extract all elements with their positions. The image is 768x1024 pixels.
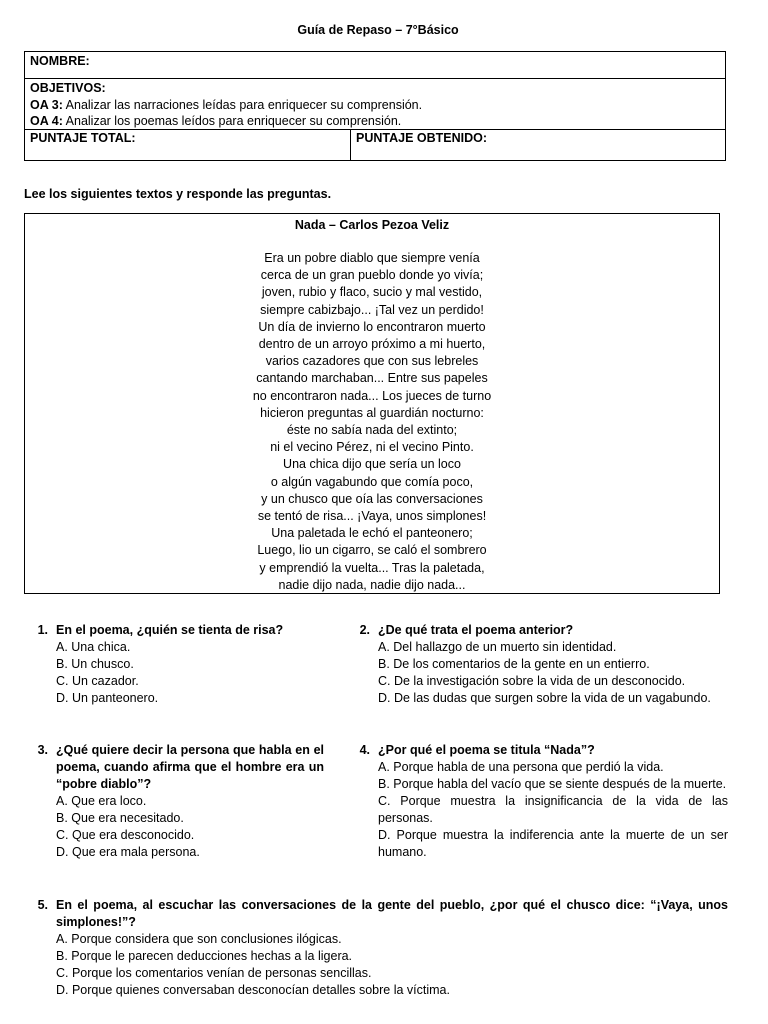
answer-option: B. Porque le parecen deducciones hechas a la ligera. — [56, 949, 353, 963]
question-text: ¿Por qué el poema se titula “Nada”? — [378, 743, 595, 757]
answer-option: B. De los comentarios de la gente en un entierro. — [378, 657, 650, 671]
answer-option: D. Un panteonero. — [56, 691, 159, 705]
question-stem — [346, 622, 728, 639]
question-number: 5. — [37, 898, 48, 912]
objetivos-row — [25, 79, 725, 130]
nombre-label: NOMBRE: — [30, 54, 90, 68]
question-number: 3. — [37, 743, 48, 757]
poem-line: Una chica dijo que sería un loco — [283, 457, 461, 472]
question-stem — [24, 742, 324, 793]
poem-line: no encontraron nada... Los jueces de turno — [252, 388, 492, 403]
oa3-label: OA 3: — [30, 97, 63, 112]
question-number: 1. — [37, 623, 48, 637]
question-5 — [24, 897, 728, 999]
question-3 — [24, 742, 324, 861]
oa3-line — [30, 97, 720, 114]
answer-option: A. Que era loco. — [56, 794, 147, 808]
answer-option: A. Porque habla de una persona que perdió la vida. — [378, 760, 664, 774]
answer-options — [24, 931, 728, 999]
question-number: 4. — [359, 743, 370, 757]
answer-options — [24, 639, 324, 707]
answer-options — [346, 639, 728, 707]
poem-line: se tentó de risa... ¡Vaya, unos simplones! — [257, 509, 487, 524]
question-1 — [24, 622, 324, 707]
answer-option: D. Porque muestra la indiferencia ante la muerte de un ser humano. — [378, 828, 728, 859]
answer-option: C. De la investigación sobre la vida de un desconocido. — [378, 674, 686, 688]
answer-option: C. Un cazador. — [56, 674, 139, 688]
answer-options — [24, 793, 324, 861]
answer-option: A. Porque considera que son conclusiones ilógicas. — [56, 932, 342, 946]
question-4 — [346, 742, 728, 861]
document-title: Guía de Repaso – 7°Básico — [297, 23, 459, 37]
poem-line: Una paletada le echó el panteonero; — [271, 526, 473, 541]
puntaje-obtenido-label: PUNTAJE OBTENIDO: — [356, 131, 488, 145]
poem-line: o algún vagabundo que comía poco, — [270, 474, 474, 489]
answer-option: B. Un chusco. — [56, 657, 134, 671]
question-text: En el poema, ¿quién se tienta de risa? — [56, 623, 284, 637]
answer-option: D. Que era mala persona. — [56, 845, 200, 859]
answer-option: A. Del hallazgo de un muerto sin identidad. — [378, 640, 617, 654]
answer-option: C. Porque los comentarios venían de personas sencillas. — [56, 966, 372, 980]
header-table — [24, 51, 726, 161]
question-2 — [346, 622, 728, 707]
poem-title: Nada – Carlos Pezoa Veliz — [294, 218, 450, 232]
answer-options — [346, 759, 728, 861]
answer-option: A. Una chica. — [56, 640, 131, 654]
objetivos-label: OBJETIVOS: — [30, 81, 106, 95]
poem-line: ni el vecino Pérez, ni el vecino Pinto. — [270, 440, 474, 455]
answer-option: C. Que era desconocido. — [56, 828, 195, 842]
question-stem — [24, 897, 728, 931]
poem-line: hicieron preguntas al guardián nocturno: — [260, 405, 484, 420]
instructions: Lee los siguientes textos y responde las preguntas. — [24, 187, 332, 201]
poem-line: cantando marchaban... Entre sus papeles — [256, 371, 488, 386]
answer-option: D. De las dudas que surgen sobre la vida de un vagabundo. — [378, 691, 711, 705]
oa3-text: Analizar las narraciones leídas para enriquecer su comprensión. — [62, 97, 423, 112]
poem-line: Era un pobre diablo que siempre venía — [264, 251, 480, 265]
poem-line: Luego, lio un cigarro, se caló el sombrero — [257, 543, 487, 558]
poem-line: dentro de un arroyo próximo a mi huerto, — [258, 337, 486, 352]
answer-option: B. Porque habla del vacío que se siente después de la muerte. — [378, 777, 727, 791]
poem-body — [25, 250, 719, 594]
oa4-text: Analizar los poemas leídos para enriquecer su comprensión. — [62, 114, 402, 128]
question-stem — [24, 622, 324, 639]
poem-line: joven, rubio y flaco, sucio y mal vestido, — [261, 285, 483, 300]
answer-option: C. Porque muestra la insignificancia de la vida de las personas. — [378, 794, 728, 825]
poem-line: nadie dijo nada, nadie dijo nada... — [278, 577, 466, 592]
poem-line: siempre cabizbajo... ¡Tal vez un perdido! — [260, 302, 484, 317]
puntaje-total-label: PUNTAJE TOTAL: — [25, 130, 351, 160]
answer-option: D. Porque quienes conversaban desconocían detalles sobre la víctima. — [56, 983, 450, 997]
poem-box — [24, 213, 720, 594]
poem-line: y emprendió la vuelta... Tras la paletada, — [259, 560, 485, 575]
question-number: 2. — [359, 623, 370, 637]
question-stem — [346, 742, 728, 759]
question-text: ¿Qué quiere decir la persona que habla en el poema, cuando afirma que el hombre era un “pobre diablo”? — [56, 743, 324, 791]
poem-line: Un día de invierno lo encontraron muerto — [258, 319, 486, 334]
nombre-row — [25, 52, 725, 79]
question-text: En el poema, al escuchar las conversaciones de la gente del pueblo, ¿por qué el chusco dice: “¡Vaya, unos simplones!”? — [56, 898, 728, 929]
answer-option: B. Que era necesitado. — [56, 811, 184, 825]
poem-line: varios cazadores que con sus lebreles — [265, 354, 479, 369]
question-text: ¿De qué trata el poema anterior? — [378, 623, 574, 637]
poem-line: éste no sabía nada del extinto; — [286, 423, 458, 438]
poem-line: cerca de un gran pueblo donde yo vivía; — [260, 268, 484, 283]
oa4-label: OA 4: — [30, 114, 63, 128]
oa4-line — [30, 113, 720, 130]
puntaje-row — [25, 130, 725, 160]
poem-line: y un chusco que oía las conversaciones — [261, 491, 483, 506]
